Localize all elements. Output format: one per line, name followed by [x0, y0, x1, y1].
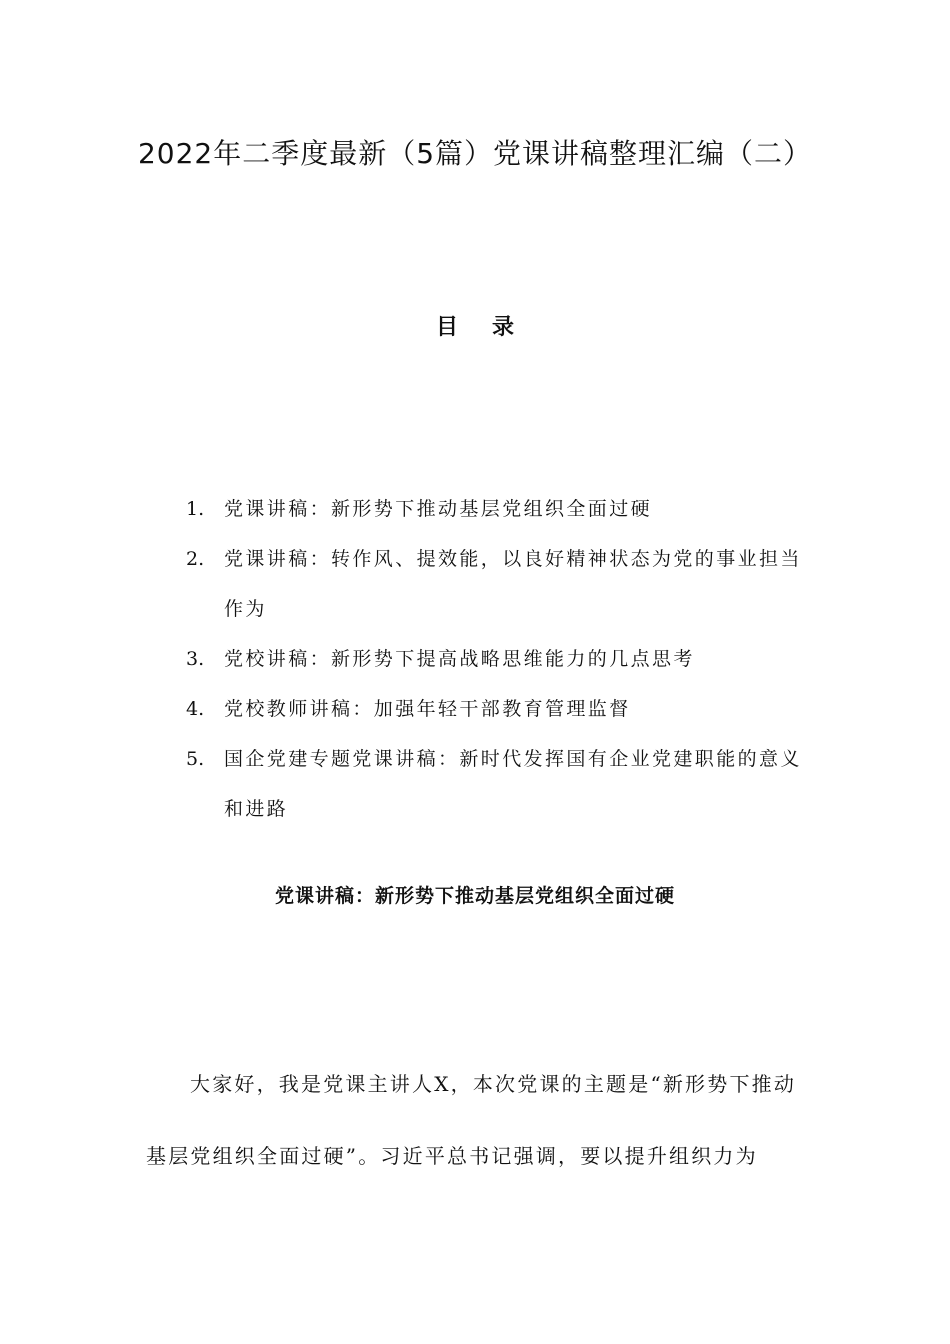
toc-item-text: 国企党建专题党课讲稿：新时代发挥国有企业党建职能的意义和进路	[224, 748, 802, 820]
toc-item[interactable]	[186, 484, 811, 534]
table-of-contents	[186, 484, 811, 834]
toc-item-number: 3.	[186, 648, 205, 670]
toc-item-number: 2.	[186, 548, 205, 570]
toc-item-text: 党校教师讲稿：加强年轻干部教育管理监督	[224, 698, 631, 720]
toc-item-text: 党课讲稿：转作风、提效能，以良好精神状态为党的事业担当作为	[224, 548, 802, 620]
document-title: 2022年二季度最新（5篇）党课讲稿整理汇编（二）	[137, 137, 813, 170]
toc-item[interactable]	[186, 684, 811, 734]
toc-item-number: 4.	[186, 698, 205, 720]
body-paragraph: 大家好，我是党课主讲人X，本次党课的主题是“新形势下推动基层党组织全面过硬”。习近平总书记强调，要以提升组织力为	[146, 1072, 797, 1168]
toc-item-text: 党课讲稿：新形势下推动基层党组织全面过硬	[224, 498, 653, 520]
toc-item-text: 党校讲稿：新形势下提高战略思维能力的几点思考	[224, 648, 695, 670]
toc-item[interactable]	[186, 634, 811, 684]
toc-item-number: 1.	[186, 498, 205, 520]
section-title: 党课讲稿：新形势下推动基层党组织全面过硬	[274, 885, 675, 907]
toc-item-number: 5.	[186, 748, 205, 770]
toc-heading: 目录	[435, 315, 548, 340]
toc-item[interactable]	[186, 534, 811, 634]
toc-item[interactable]	[186, 734, 811, 834]
